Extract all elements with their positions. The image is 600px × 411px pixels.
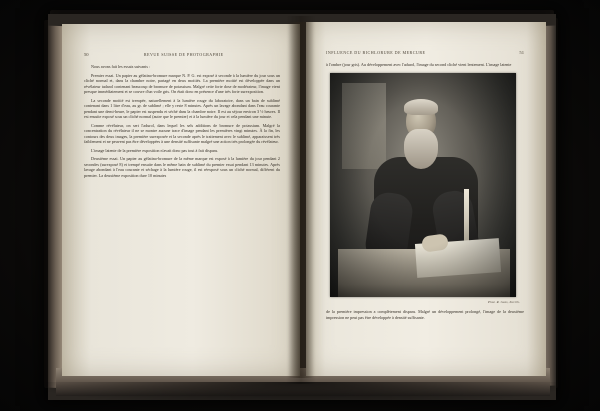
photographic-plate: [330, 73, 516, 297]
paragraph: à l'ombre (jour gris). Au développement avec l'adurol, l'image du second cliché vient lentement. L'image latente: [326, 62, 512, 67]
right-page-folio: 51: [519, 50, 524, 55]
right-page-running-title: INFLUENCE DU BICHLORURE DE MERCURE: [326, 50, 426, 55]
left-page-folio: 50: [84, 52, 89, 57]
left-page-text-column: [84, 52, 280, 181]
paragraph: Premier essai. Un papier au gélatino-bromure marque N. P. G. est exposé à seconde à la lumière du jour sous un cliché normal et, dans la chambre noire, partagé en deux moitiés. La première moitié est développée dans un révélateur tadarol contenant beaucoup de bromure de potassium. Malgré cette forte dose de modérateur, l'image vient presque immédiatement et se couvre d'un voile gris. On était donc en présence d'une très forte surexposition.: [84, 72, 280, 94]
paragraph: L'image latente de la première exposition n'avait donc pas tout à fait disparu.: [91, 147, 219, 153]
left-page-running-head: [84, 52, 280, 57]
right-page-text-column: [326, 50, 524, 324]
paragraph: Nous avons fait les essais suivants :: [91, 64, 151, 69]
paragraph: La seconde moitié est trempée, naturellement à la lumière rouge du laboratoire, dans un bain de sublimé contenant dans 1 litre d'eau, au gr. de sublimé ; elle y reste 8 minutes. Après un lavage abondant dans l'eau courante pendant une demi-heure, le papier est suspendu et séché dans la chambre noire. Il est au séjour environ 3 ½ heures. Il est ensuite exposé sous un cliché normal (autre que le premier) et à la lumière du jour et cela pendant une minute.: [84, 97, 280, 119]
right-page-running-head: [326, 50, 524, 55]
plate-vignette: [330, 73, 516, 297]
left-page-folio-spacer: [279, 52, 280, 57]
plate-credit: Phot. R. Gass, Zurich.: [488, 300, 520, 305]
left-page-running-title: REVUE SUISSE DE PHOTOGRAPHIE: [143, 52, 224, 57]
table-shadow: [36, 382, 564, 406]
spine-shadow: [286, 16, 316, 384]
paragraph: Deuxième essai. Un papier au gélatino-bromure de la même marque est exposé à la lumière du jour pendant 2 secondes (surexposé 8) et trempé ensuite dans le même bain de sublimé du premier essai pendant 13 minutes. Après lavage abondant à l'eau courante et séchage à la lumière rouge, il est réexposé sous un cliché normal, différent du premier. La deuxième exposition dure 10 minutes: [84, 156, 280, 178]
paragraph: Comme révélateur, on sert l'adurol, dans lequel les sels additions de bromure de potassium. Malgré la concentration du révélateur il ne se montre aucune trace d'image pendant les premières vingt minutes. À la fin, les contours des deux images, la première surexposée et la seconde après le traitement avec le sublimé, apparaissent très faiblement et ne peuvent pas être développées à une densité suffisante malgré une action très prolongée du révélateur.: [84, 122, 280, 144]
paragraph: de la première impression a complètement disparu. Malgré un développement prolongé, l'image de la deuxième impression ne peut pas être développée à densité suffisante.: [326, 309, 524, 320]
